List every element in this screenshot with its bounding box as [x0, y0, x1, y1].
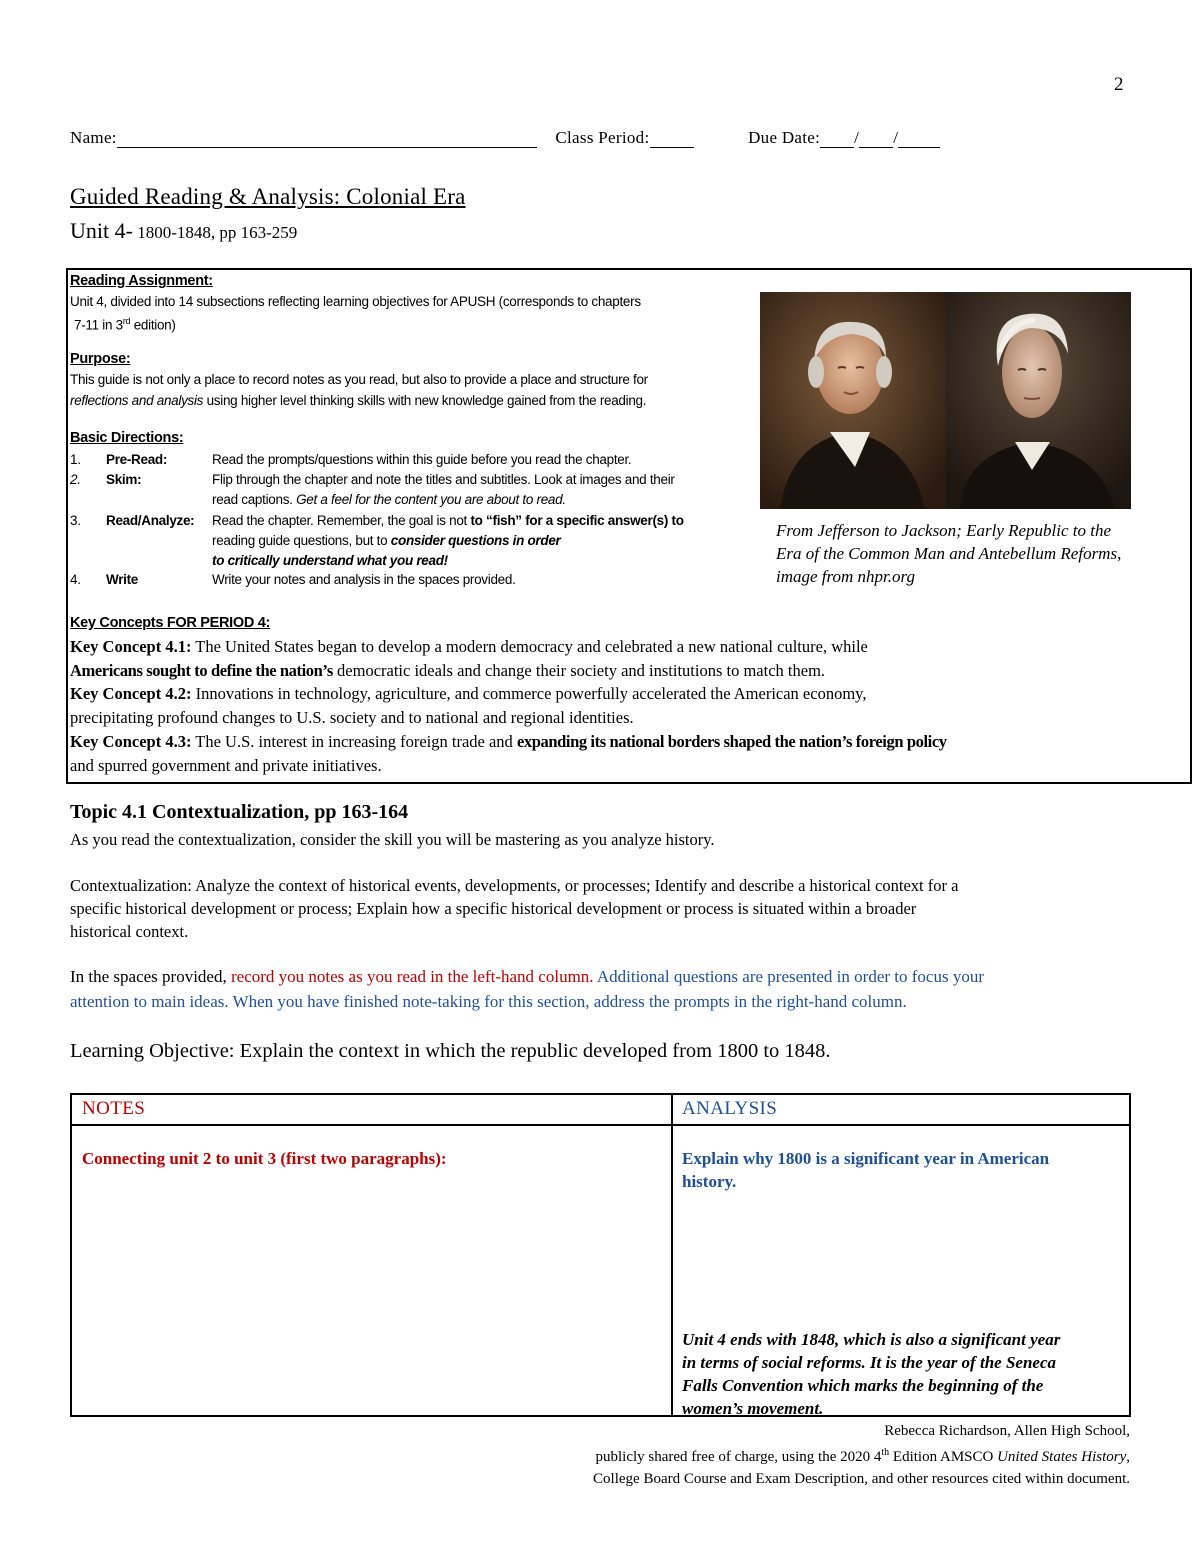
learning-objective: Learning Objective: Explain the context in which the republic developed from 1800 to 1848. [70, 1040, 831, 1062]
image-caption: From Jefferson to Jackson; Early Republic to the Era of the Common Man and Antebellum Reforms, image from nhpr.org [776, 521, 1122, 586]
key-concept-4-1-cont: Americans sought to define the nation’s democratic ideals and change their society and institutions to match them. [70, 661, 826, 680]
due-day-blank[interactable] [859, 130, 893, 148]
name-blank[interactable] [117, 130, 537, 148]
page-footer: Rebecca Richardson, Allen High School, publicly shared free of charge, using the 2020 4th Edition AMSCO United States History, College Board Course and Exam Description, and other resources cited within document. [593, 1423, 1130, 1487]
key-concept-4-2-cont: precipitating profound changes to U.S. society and to national and regional identities. [70, 708, 634, 727]
purpose-line: reflections and analysis using higher level thinking skills with new knowledge gained from the reading. [70, 393, 647, 408]
name-label: Name: [70, 128, 117, 147]
key-concept-4-3-cont: and spurred government and private initiatives. [70, 756, 382, 775]
contextualization-definition: Contextualization: Analyze the context of historical events, developments, or processes; Identify and describe a historical context for a specific historical development or process; Explain how a specific historical development or process is situated within a broader historical context. [70, 876, 959, 941]
page-title: Guided Reading & Analysis: Colonial Era [70, 184, 466, 209]
unit-label: Unit 4- [70, 218, 133, 243]
topic-intro: As you read the contextualization, consider the skill you will be mastering as you analyze history. [70, 830, 715, 849]
jefferson-jackson-portrait-image [760, 292, 1131, 509]
key-concept-4-1: Key Concept 4.1: The United States began to develop a modern democracy and celebrated a new national culture, while [70, 637, 868, 656]
due-date-label: Due Date: [748, 128, 821, 147]
due-year-blank[interactable] [898, 130, 940, 148]
class-period-blank[interactable] [650, 130, 694, 148]
direction-item: 4. Write Write your notes and analysis in the spaces provided. [70, 572, 516, 587]
unit-line [70, 218, 297, 244]
direction-item: 2. Skim: Flip through the chapter and note the titles and subtitles. Look at images and their read captions. Get a feel for the content you are about to read. [70, 472, 675, 507]
portrait-illustration [760, 292, 1131, 509]
page-number: 2 [1114, 74, 1124, 95]
notes-column-header: NOTES [82, 1098, 146, 1119]
overview-box [66, 268, 1192, 784]
direction-item: 1. Pre-Read: Read the prompts/questions within this guide before you read the chapter. [70, 452, 632, 467]
key-concept-4-2: Key Concept 4.2: Innovations in technology, agriculture, and commerce powerfully accelerated the American economy, [70, 684, 867, 703]
reading-assignment-line: 7-11 in 3rd edition) [74, 316, 176, 333]
column-divider [671, 1095, 673, 1415]
analysis-prompt: Explain why 1800 is a significant year in American history. [682, 1149, 1050, 1191]
due-month-blank[interactable] [820, 130, 854, 148]
purpose-heading: Purpose: [70, 351, 131, 367]
key-concept-4-3: Key Concept 4.3: The U.S. interest in increasing foreign trade and expanding its national borders shaped the nation’s foreign policy [70, 732, 947, 751]
key-concepts-heading: Key Concepts FOR PERIOD 4: [70, 615, 271, 631]
direction-item: 3. Read/Analyze: Read the chapter. Remember, the goal is not to “fish” for a specific answer(s) to reading guide questions, but to consider questions in order to critically understand what you read! [70, 513, 684, 568]
student-info-line [70, 128, 940, 148]
reading-assignment-line: Unit 4, divided into 14 subsections reflecting learning objectives for APUSH (corresponds to chapters [70, 294, 641, 309]
directions-heading: Basic Directions: [70, 430, 184, 446]
notes-analysis-table [70, 1093, 1131, 1417]
topic-title: Topic 4.1 Contextualization, pp 163-164 [70, 801, 409, 823]
date-separator: / [854, 128, 860, 147]
reading-assignment-heading: Reading Assignment: [70, 273, 213, 289]
notes-prompt: Connecting unit 2 to unit 3 (first two paragraphs): [82, 1149, 447, 1168]
date-separator: / [893, 128, 899, 147]
unit-range: 1800-1848, pp 163-259 [132, 223, 298, 242]
analysis-note: Unit 4 ends with 1848, which is also a significant year in terms of social reforms. It is the year of the Seneca Falls Convention which marks the beginning of the women’s movement. [682, 1330, 1061, 1418]
instructions: In the spaces provided, record you notes as you read in the left-hand column. Additional questions are presented in order to focus your attention to main ideas. When you have finished note-taking for this section, address the prompts in the right-hand column. [70, 967, 984, 1011]
purpose-line: This guide is not only a place to record notes as you read, but also to provide a place and structure for [70, 372, 648, 387]
analysis-column-header: ANALYSIS [682, 1098, 778, 1119]
class-period-label: Class Period: [555, 128, 650, 147]
header-divider [72, 1124, 1129, 1126]
